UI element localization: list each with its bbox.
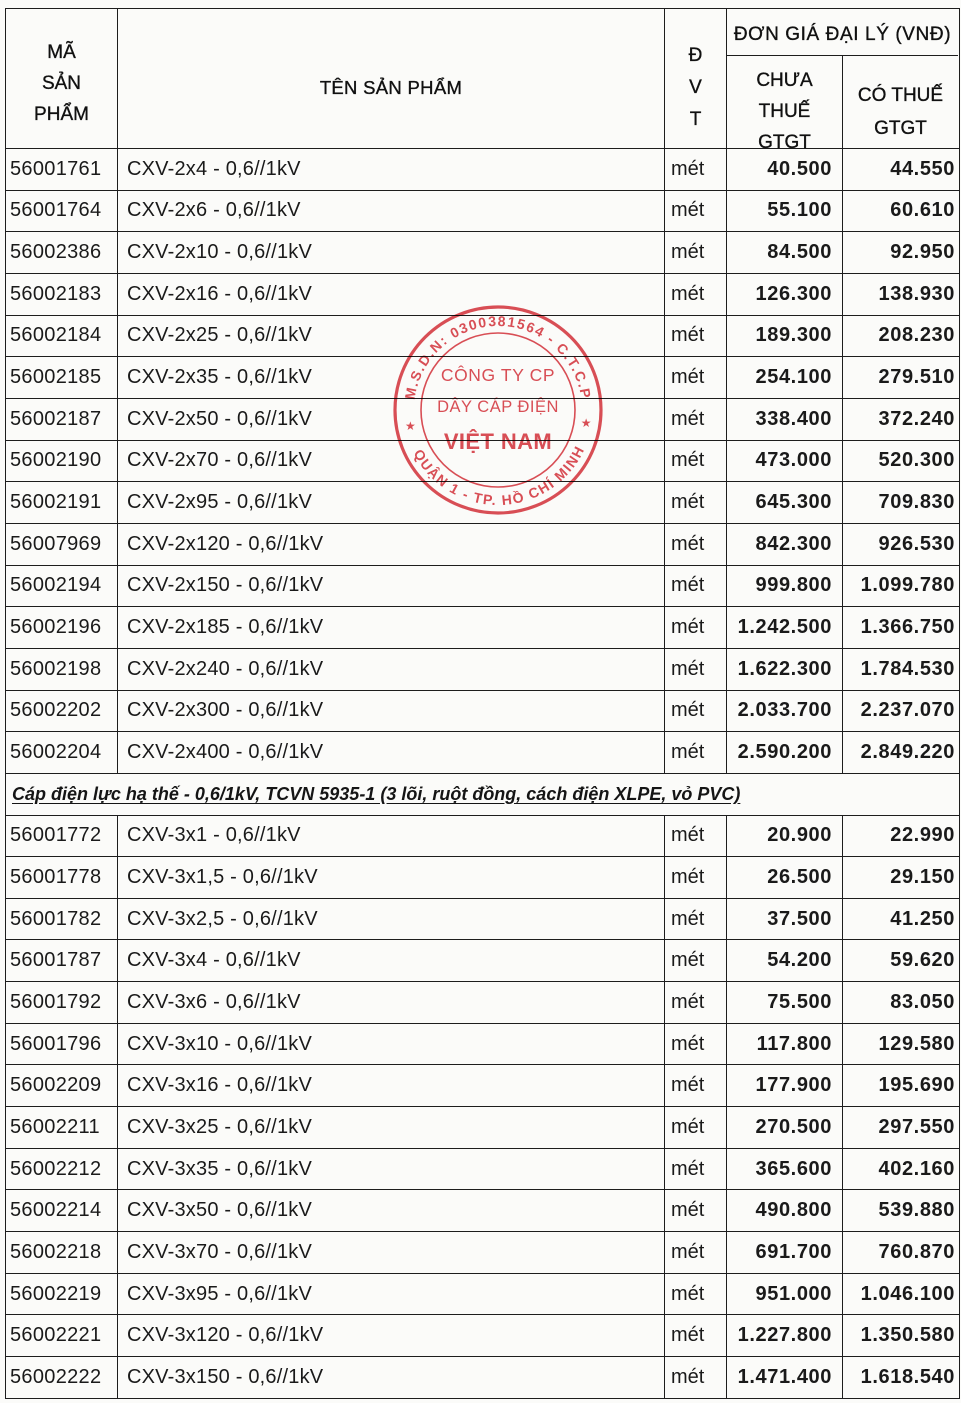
table-row — [6, 149, 959, 191]
header-line: MÃ — [47, 42, 76, 63]
product-code-cell: 56002191 — [6, 482, 118, 523]
price-incl-vat-cell: 760.870 — [878, 1240, 955, 1263]
price-incl-vat-cell: 539.880 — [878, 1199, 955, 1222]
price-incl-vat-cell: 22.990 — [890, 824, 955, 847]
price-incl-vat-cell: 1.046.100 — [860, 1282, 955, 1305]
product-code-cell: 56002194 — [6, 566, 118, 607]
product-code-cell: 56001796 — [6, 1024, 118, 1065]
table-row — [6, 1190, 959, 1232]
product-code-cell: 56001792 — [6, 982, 118, 1023]
price-excl-vat-cell: 177.900 — [727, 1065, 843, 1106]
price-incl-vat-cell: 1.099.780 — [860, 574, 955, 597]
header-line: GTGT — [874, 117, 927, 139]
price-excl-vat-cell: 473.000 — [727, 441, 843, 482]
product-name-cell: CXV-3x1,5 - 0,6//1kV — [118, 857, 665, 898]
price-excl-vat-cell: 1.227.800 — [727, 1315, 843, 1356]
price-excl-vat-cell: 691.700 — [727, 1232, 843, 1273]
unit-cell: mét — [665, 732, 727, 773]
table-row — [6, 1232, 959, 1274]
table-row — [6, 649, 959, 691]
table-header — [6, 9, 959, 153]
price-incl-vat-cell: 83.050 — [890, 990, 955, 1013]
seal-ring-bottom-text: QUẬN 1 - TP. HỒ CHÍ MINH — [410, 442, 588, 509]
product-code-cell: 56002187 — [6, 399, 118, 440]
price-incl-vat-cell: 1.350.580 — [860, 1324, 955, 1347]
product-code-cell: 56002211 — [6, 1107, 118, 1148]
price-excl-vat-cell: 37.500 — [727, 899, 843, 940]
unit-cell: mét — [665, 232, 727, 273]
unit-cell: mét — [665, 940, 727, 981]
unit-cell: mét — [665, 1357, 727, 1398]
header-line: CHƯA — [756, 70, 813, 91]
column-header-price-excl-vat — [727, 56, 843, 158]
table-row — [6, 482, 959, 524]
product-name-cell: CXV-2x35 - 0,6//1kV — [118, 357, 665, 398]
header-line: V — [689, 76, 702, 98]
product-code-cell: 56001782 — [6, 899, 118, 940]
column-header-price-incl-vat — [843, 56, 958, 158]
product-code-cell: 56002204 — [6, 732, 118, 773]
product-name-cell: CXV-2x6 - 0,6//1kV — [118, 191, 665, 232]
column-header-code — [6, 9, 118, 158]
price-excl-vat-cell: 645.300 — [727, 482, 843, 523]
unit-cell: mét — [665, 274, 727, 315]
price-excl-vat-cell: 84.500 — [727, 232, 843, 273]
product-name-cell: CXV-3x70 - 0,6//1kV — [118, 1232, 665, 1273]
unit-cell: mét — [665, 357, 727, 398]
product-name-cell: CXV-2x300 - 0,6//1kV — [118, 691, 665, 732]
product-code-cell: 56002190 — [6, 441, 118, 482]
price-excl-vat-cell: 54.200 — [727, 940, 843, 981]
unit-cell: mét — [665, 1315, 727, 1356]
product-name-cell: CXV-3x50 - 0,6//1kV — [118, 1190, 665, 1231]
table-row — [6, 1357, 959, 1399]
price-excl-vat-cell: 2.590.200 — [727, 732, 843, 773]
price-incl-vat-cell: 2.849.220 — [860, 741, 955, 764]
price-incl-vat-cell: 129.580 — [878, 1032, 955, 1055]
product-code-cell: 56001778 — [6, 857, 118, 898]
product-name-cell: CXV-2x16 - 0,6//1kV — [118, 274, 665, 315]
product-name-cell: CXV-3x1 - 0,6//1kV — [118, 816, 665, 857]
table-row — [6, 816, 959, 858]
unit-cell: mét — [665, 524, 727, 565]
price-excl-vat-cell: 189.300 — [727, 316, 843, 357]
price-excl-vat-cell: 126.300 — [727, 274, 843, 315]
price-excl-vat-cell: 270.500 — [727, 1107, 843, 1148]
price-incl-vat-cell: 138.930 — [878, 282, 955, 305]
price-excl-vat-cell: 254.100 — [727, 357, 843, 398]
price-incl-vat-cell: 92.950 — [890, 241, 955, 264]
unit-cell: mét — [665, 1190, 727, 1231]
table-row — [6, 357, 959, 399]
product-code-cell: 56002196 — [6, 607, 118, 648]
product-name-cell: CXV-3x35 - 0,6//1kV — [118, 1149, 665, 1190]
unit-cell: mét — [665, 1274, 727, 1315]
unit-cell: mét — [665, 899, 727, 940]
product-code-cell: 56002386 — [6, 232, 118, 273]
unit-cell: mét — [665, 566, 727, 607]
product-code-cell: 56002184 — [6, 316, 118, 357]
unit-cell: mét — [665, 1024, 727, 1065]
price-incl-vat-cell: 41.250 — [890, 907, 955, 930]
product-code-cell: 56001772 — [6, 816, 118, 857]
product-name-cell: CXV-3x4 - 0,6//1kV — [118, 940, 665, 981]
table-row — [6, 691, 959, 733]
table-row — [6, 940, 959, 982]
product-code-cell: 56002222 — [6, 1357, 118, 1398]
section-title-row — [6, 774, 959, 816]
product-code-cell: 56002214 — [6, 1190, 118, 1231]
price-excl-vat-cell: 490.800 — [727, 1190, 843, 1231]
product-name-cell: CXV-2x25 - 0,6//1kV — [118, 316, 665, 357]
price-excl-vat-cell: 842.300 — [727, 524, 843, 565]
product-code-cell: 56002185 — [6, 357, 118, 398]
table-row — [6, 316, 959, 358]
price-incl-vat-cell: 1.618.540 — [860, 1365, 955, 1388]
price-incl-vat-cell: 60.610 — [890, 199, 955, 222]
price-incl-vat-cell: 1.366.750 — [860, 616, 955, 639]
unit-cell: mét — [665, 816, 727, 857]
price-incl-vat-cell: 402.160 — [878, 1157, 955, 1180]
header-line: ĐƠN GIÁ ĐẠI LÝ (VNĐ) — [733, 24, 952, 45]
star-icon: ★ — [580, 416, 592, 430]
column-header-price-group — [727, 9, 958, 56]
unit-cell: mét — [665, 482, 727, 523]
unit-cell: mét — [665, 1232, 727, 1273]
table-row — [6, 524, 959, 566]
product-name-cell: CXV-3x2,5 - 0,6//1kV — [118, 899, 665, 940]
price-incl-vat-cell: 1.784.530 — [860, 657, 955, 680]
table-row — [6, 1274, 959, 1316]
table-row — [6, 566, 959, 608]
price-incl-vat-cell: 297.550 — [878, 1115, 955, 1138]
product-name-cell: CXV-2x240 - 0,6//1kV — [118, 649, 665, 690]
product-name-cell: CXV-2x10 - 0,6//1kV — [118, 232, 665, 273]
unit-cell: mét — [665, 982, 727, 1023]
table-row — [6, 1065, 959, 1107]
header-line: TÊN SẢN PHẨM — [319, 76, 463, 98]
unit-cell: mét — [665, 1065, 727, 1106]
price-excl-vat-cell: 999.800 — [727, 566, 843, 607]
price-incl-vat-cell: 372.240 — [878, 407, 955, 430]
product-name-cell: CXV-3x6 - 0,6//1kV — [118, 982, 665, 1023]
table-row — [6, 274, 959, 316]
header-line: SẢN — [41, 73, 82, 94]
price-excl-vat-cell: 1.242.500 — [727, 607, 843, 648]
price-excl-vat-cell: 40.500 — [727, 149, 843, 190]
unit-cell: mét — [665, 1107, 727, 1148]
seal-line-1: CÔNG TY CP — [440, 365, 556, 385]
unit-cell: mét — [665, 399, 727, 440]
table-row — [6, 399, 959, 441]
product-code-cell: 56002209 — [6, 1065, 118, 1106]
unit-cell: mét — [665, 316, 727, 357]
price-excl-vat-cell: 1.622.300 — [727, 649, 843, 690]
star-icon: ★ — [405, 419, 416, 433]
unit-cell: mét — [665, 191, 727, 232]
product-code-cell: 56001764 — [6, 191, 118, 232]
price-excl-vat-cell: 2.033.700 — [727, 691, 843, 732]
product-name-cell: CXV-2x185 - 0,6//1kV — [118, 607, 665, 648]
table-row — [6, 1107, 959, 1149]
product-code-cell: 56002198 — [6, 649, 118, 690]
product-code-cell: 56007969 — [6, 524, 118, 565]
header-line: THUẾ — [758, 101, 811, 122]
price-table — [5, 8, 960, 1399]
unit-cell: mét — [665, 857, 727, 898]
price-excl-vat-cell: 26.500 — [727, 857, 843, 898]
product-code-cell: 56001761 — [6, 149, 118, 190]
table-row — [6, 191, 959, 233]
seal-line-2: DÂY CÁP ĐIỆN — [437, 398, 559, 416]
header-line: GTGT — [758, 132, 811, 153]
table-row — [6, 607, 959, 649]
header-line: PHẨM — [34, 104, 89, 125]
product-name-cell: CXV-2x150 - 0,6//1kV — [118, 566, 665, 607]
unit-cell: mét — [665, 1149, 727, 1190]
unit-cell: mét — [665, 691, 727, 732]
product-code-cell: 56002212 — [6, 1149, 118, 1190]
price-incl-vat-cell: 195.690 — [878, 1074, 955, 1097]
product-code-cell: 56002202 — [6, 691, 118, 732]
product-code-cell: 56002183 — [6, 274, 118, 315]
table-row — [6, 1149, 959, 1191]
product-name-cell: CXV-3x10 - 0,6//1kV — [118, 1024, 665, 1065]
product-name-cell: CXV-2x120 - 0,6//1kV — [118, 524, 665, 565]
table-row — [6, 732, 959, 774]
price-excl-vat-cell: 365.600 — [727, 1149, 843, 1190]
section-title: Cáp điện lực hạ thế - 0,6/1kV, TCVN 5935-1 (3 lõi, ruột đồng, cách điện XLPE, vỏ PVC) — [12, 783, 741, 804]
product-code-cell: 56001787 — [6, 940, 118, 981]
product-code-cell: 56002219 — [6, 1274, 118, 1315]
table-row — [6, 441, 959, 483]
price-excl-vat-cell: 20.900 — [727, 816, 843, 857]
product-name-cell: CXV-3x16 - 0,6//1kV — [118, 1065, 665, 1106]
unit-cell: mét — [665, 607, 727, 648]
product-name-cell: CXV-2x70 - 0,6//1kV — [118, 441, 665, 482]
table-row — [6, 982, 959, 1024]
table-row — [6, 899, 959, 941]
header-line: T — [689, 108, 702, 130]
product-name-cell: CXV-2x400 - 0,6//1kV — [118, 732, 665, 773]
price-incl-vat-cell: 208.230 — [878, 324, 955, 347]
table-row — [6, 1024, 959, 1066]
unit-cell: mét — [665, 149, 727, 190]
price-incl-vat-cell: 709.830 — [878, 491, 955, 514]
product-name-cell: CXV-3x25 - 0,6//1kV — [118, 1107, 665, 1148]
price-incl-vat-cell: 520.300 — [878, 449, 955, 472]
price-incl-vat-cell: 59.620 — [890, 949, 955, 972]
price-incl-vat-cell: 926.530 — [878, 532, 955, 555]
price-excl-vat-cell: 338.400 — [727, 399, 843, 440]
price-excl-vat-cell: 1.471.400 — [727, 1357, 843, 1398]
product-name-cell: CXV-2x4 - 0,6//1kV — [118, 149, 665, 190]
product-code-cell: 56002218 — [6, 1232, 118, 1273]
price-excl-vat-cell: 117.800 — [727, 1024, 843, 1065]
price-excl-vat-cell: 951.000 — [727, 1274, 843, 1315]
table-row — [6, 232, 959, 274]
unit-cell: mét — [665, 649, 727, 690]
unit-cell: mét — [665, 441, 727, 482]
product-code-cell: 56002221 — [6, 1315, 118, 1356]
product-name-cell: CXV-2x50 - 0,6//1kV — [118, 399, 665, 440]
column-header-unit — [665, 9, 727, 158]
product-name-cell: CXV-2x95 - 0,6//1kV — [118, 482, 665, 523]
table-row — [6, 1315, 959, 1357]
product-name-cell: CXV-3x95 - 0,6//1kV — [118, 1274, 665, 1315]
price-incl-vat-cell: 279.510 — [878, 366, 955, 389]
column-header-name — [118, 9, 665, 158]
table-row — [6, 857, 959, 899]
price-excl-vat-cell: 55.100 — [727, 191, 843, 232]
header-line: Đ — [688, 44, 703, 66]
price-incl-vat-cell: 2.237.070 — [860, 699, 955, 722]
seal-ring-top-text: M.S.D.N: 0300381564 - C.T.C.P — [401, 312, 595, 401]
seal-line-3: VIỆT NAM — [443, 429, 553, 454]
price-incl-vat-cell: 44.550 — [890, 157, 955, 180]
price-incl-vat-cell: 29.150 — [890, 865, 955, 888]
product-name-cell: CXV-3x120 - 0,6//1kV — [118, 1315, 665, 1356]
product-name-cell: CXV-3x150 - 0,6//1kV — [118, 1357, 665, 1398]
price-excl-vat-cell: 75.500 — [727, 982, 843, 1023]
table-body — [6, 149, 959, 1399]
header-line: CÓ THUẾ — [857, 84, 944, 106]
